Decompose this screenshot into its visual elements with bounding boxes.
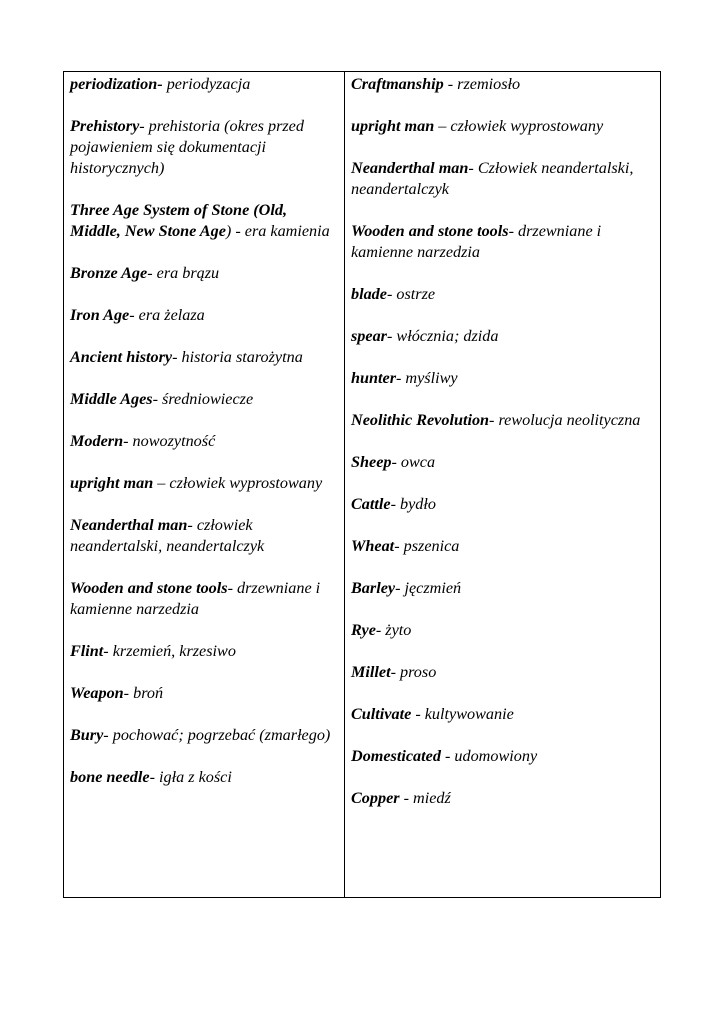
glossary-term: spear [351,327,387,345]
glossary-definition: - jęczmień [395,579,462,597]
glossary-definition: - drzewniane i kamienne narzedzia [70,579,321,618]
glossary-entry [351,620,654,641]
glossary-term: Domesticated [351,747,441,765]
glossary-entry [70,683,338,704]
glossary-entry [351,494,654,515]
glossary-entry [70,263,338,284]
glossary-entry [70,389,338,410]
glossary-definition: - era żelaza [129,306,205,324]
glossary-definition: - owca [391,453,436,471]
glossary-definition: – człowiek wyprostowany [434,117,604,135]
glossary-definition: - Człowiek neandertalski, neandertalczyk [351,159,634,198]
glossary-definition: - krzemień, krzesiwo [103,642,236,660]
glossary-term: Three Age System of Stone (Old, Middle, New Stone Age [70,201,288,240]
glossary-term: Millet [351,663,391,681]
glossary-term: Craftmanship [351,75,444,93]
glossary-entry [351,158,654,200]
glossary-entry [70,347,338,368]
glossary-entry [351,578,654,599]
glossary-entry [70,641,338,662]
glossary-term: upright man [351,117,435,135]
glossary-entry [351,284,654,305]
glossary-entry [351,326,654,347]
glossary-definition: - bydło [390,495,436,513]
glossary-column-right [345,72,660,897]
glossary-definition: - broń [123,684,164,702]
glossary-entry [351,368,654,389]
glossary-term: bone needle [70,768,150,786]
glossary-definition: – człowiek wyprostowany [153,474,323,492]
glossary-entry [70,473,338,494]
glossary-definition: - człowiek neandertalski, neandertalczyk [70,516,265,555]
glossary-entry [351,662,654,683]
glossary-entry [70,515,338,557]
glossary-term: Weapon [70,684,124,702]
glossary-entry [351,221,654,263]
glossary-definition: - nowozytność [123,432,216,450]
glossary-entry [351,536,654,557]
glossary-entry [70,725,338,746]
glossary-definition: - era brązu [147,264,220,282]
glossary-term: blade [351,285,387,303]
glossary-definition: - drzewniane i kamienne narzedzia [351,222,602,261]
glossary-term: Bury [70,726,104,744]
glossary-term: Ancient history [70,348,173,366]
glossary-entry [351,410,654,431]
glossary-definition: - rewolucja neolityczna [489,411,641,429]
glossary-term: periodization- [70,75,163,93]
glossary-definition: - kultywowanie [411,705,514,723]
glossary-entry [70,200,338,242]
glossary-entry [351,74,654,95]
glossary-definition: - rzemiosło [443,75,521,93]
glossary-definition: - proso [390,663,437,681]
glossary-definition: - pochować; pogrzebać (zmarłego) [103,726,331,744]
glossary-column-left [64,72,345,897]
glossary-term: Prehistory [70,117,140,135]
glossary-term: Neanderthal man [70,516,188,534]
glossary-term: hunter [351,369,396,387]
glossary-term: Rye [351,621,376,639]
glossary-entry [351,746,654,767]
glossary-definition: - prehistoria (okres przed pojawieniem się dokumentacji historycznych) [70,117,304,177]
glossary-entry [70,305,338,326]
glossary-term: upright man [70,474,154,492]
glossary-definition: periodyzacja [162,75,251,93]
glossary-term: Wooden and stone tools [351,222,509,240]
glossary-definition: - igła z kości [149,768,232,786]
glossary-entry [70,578,338,620]
glossary-entry [351,788,654,809]
glossary-term: Wooden and stone tools [70,579,228,597]
glossary-term: Wheat [351,537,395,555]
glossary-definition: - żyto [375,621,412,639]
glossary-term: Iron Age [70,306,130,324]
glossary-term: Barley [351,579,396,597]
glossary-term: Bronze Age [70,264,148,282]
glossary-definition: - włócznia; dzida [386,327,499,345]
glossary-entry [70,767,338,788]
glossary-term: Cattle [351,495,391,513]
glossary-entry [351,452,654,473]
glossary-entry [70,74,338,95]
glossary-definition: - myśliwy [396,369,458,387]
glossary-definition: - średniowiecze [152,390,254,408]
glossary-term: Cultivate [351,705,412,723]
glossary-term: Sheep [351,453,392,471]
glossary-term: Neolithic Revolution [351,411,490,429]
glossary-definition: ) - era kamienia [225,222,330,240]
glossary-definition: - miedź [399,789,451,807]
glossary-definition: - historia starożytna [172,348,303,366]
glossary-term: Middle Ages [70,390,153,408]
glossary-entry [351,704,654,725]
glossary-entry [70,116,338,179]
glossary-term: Neanderthal man [351,159,469,177]
glossary-term: Copper [351,789,400,807]
glossary-table [63,71,661,898]
glossary-definition: - udomowiony [440,747,538,765]
glossary-definition: - pszenica [394,537,460,555]
glossary-definition: - ostrze [386,285,436,303]
glossary-term: Modern [70,432,124,450]
glossary-term: Flint [70,642,104,660]
glossary-entry [351,116,654,137]
glossary-entry [70,431,338,452]
